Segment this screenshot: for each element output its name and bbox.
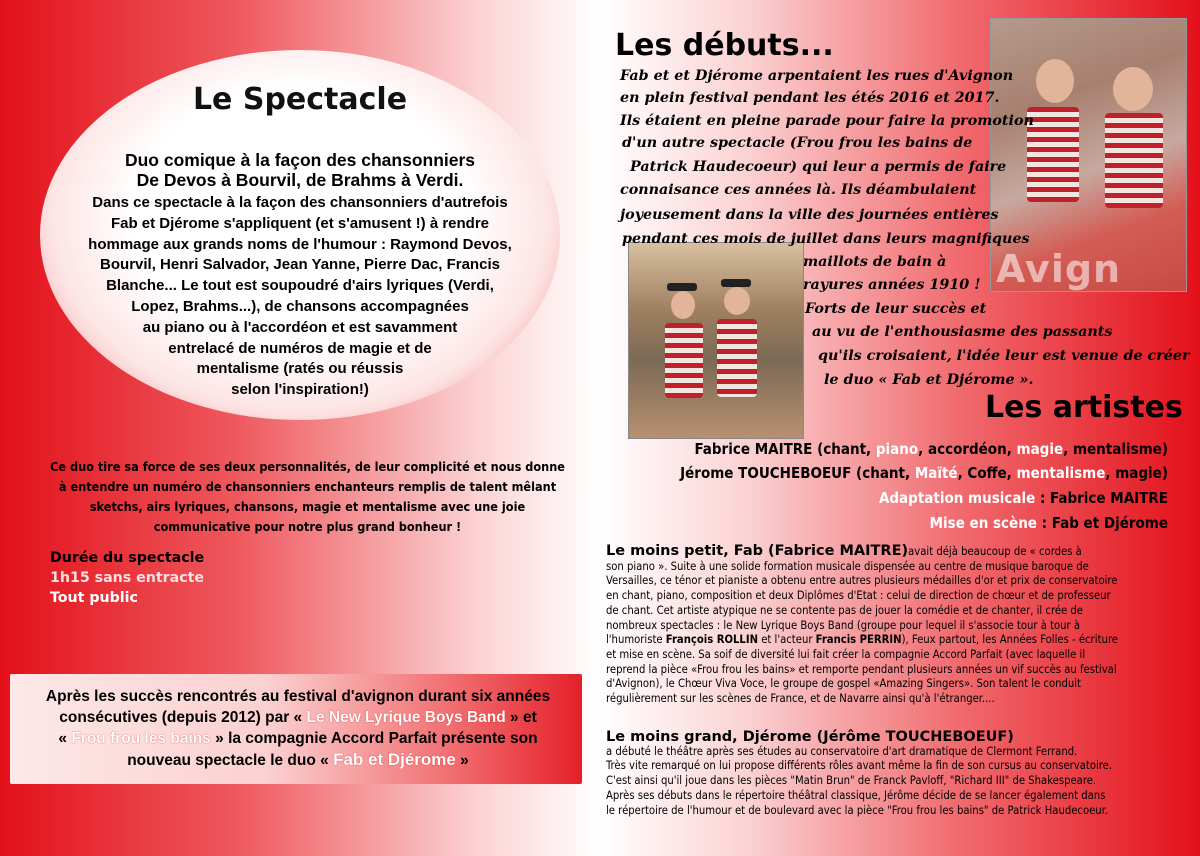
text-fragment: ), Feux partout, les Années Folles - écriture <box>901 633 1118 647</box>
debuts-line: d'un autre spectacle (Frou frou les bains de <box>622 135 973 151</box>
description-line: hommage aux grands noms de l'humour : Raymond Devos, <box>88 235 512 253</box>
description-line: mentalisme (ratés ou réussis <box>196 360 404 378</box>
bio-line <box>606 633 1186 648</box>
debuts-line: Forts de leur succès et <box>805 301 987 317</box>
credit-value: : Fabrice MAITRE <box>1035 489 1168 507</box>
duration-block <box>50 548 204 608</box>
artist-jerome <box>680 464 1168 482</box>
bio-first-line <box>606 544 1186 560</box>
text-fragment: et l'acteur <box>758 633 816 647</box>
artist-fabrice <box>694 440 1168 458</box>
force-line: Ce duo tire sa force de ses deux personnalités, de leur complicité et nous donne <box>50 459 565 474</box>
highlight-word: mentalisme <box>1016 464 1106 482</box>
text-fragment: , mentalisme) <box>1063 440 1168 458</box>
bio-line: Versailles, ce ténor et pianiste a obtenu entre autres plusieurs médailles d'or et prix de conservatoire <box>606 574 1118 588</box>
credit-value: : Fab et Djérome <box>1036 514 1168 532</box>
description-line: Fab et Djérome s'appliquent (et s'amusent !) à rendre <box>110 214 490 232</box>
debuts-line: au vu de l'enthousiasme des passants <box>812 324 1113 340</box>
success-line <box>14 707 582 728</box>
description-line: Blanche... Le tout est soupoudré d'airs lyriques (Verdi, <box>106 277 494 295</box>
credit-adaptation <box>879 489 1168 507</box>
debuts-line: rayures années 1910 ! <box>803 277 981 293</box>
debuts-title: Les débuts... <box>615 28 834 63</box>
bio-line: Très vite remarqué on lui propose différents rôles avant même la fin de son cursus au conservatoire. <box>606 759 1113 773</box>
text-fragment: , magie) <box>1105 464 1168 482</box>
text-fragment: consécutives (depuis 2012) par « <box>59 709 307 726</box>
description-line: Bourvil, Henri Salvador, Jean Yanne, Pierre Dac, Francis <box>100 256 500 274</box>
success-line <box>14 749 582 771</box>
bio-line: Après ses débuts dans le répertoire théâtral classique, Jérôme décide de se lancer également dans <box>606 788 1106 802</box>
text-fragment: » la compagnie Accord Parfait présente son <box>210 730 538 747</box>
debuts-line: maillots de bain à <box>803 254 947 270</box>
credit-mise-en-scene <box>930 514 1168 532</box>
bio-intro: avait déjà beaucoup de « cordes à <box>908 545 1082 558</box>
debuts-line: connaisance ces années là. Ils déambulaient <box>620 182 977 198</box>
description-line: Lopez, Brahms...), de chansons accompagnées <box>131 297 469 315</box>
highlight-word: Maïté <box>914 464 958 482</box>
debuts-line: Patrick Haudecoeur) qui leur a permis de faire <box>630 159 1007 175</box>
success-line: Après les succès rencontrés au festival d'avignon durant six années <box>45 688 551 705</box>
description-line: entrelacé de numéros de magie et de <box>168 339 432 357</box>
show-name-highlight: Frou frou les bains <box>71 730 211 747</box>
duo-photo-small <box>628 242 804 439</box>
bio-line: nombreux spectacles : le New Lyrique Boys Band (groupe pour lequel il s'associe tour à tour à <box>606 618 1081 632</box>
text-fragment: » et <box>505 709 537 726</box>
force-line: à entendre un numéro de chansonniers enchanteurs remplis de talent mêlant <box>58 479 557 494</box>
description-line: selon l'inspiration!) <box>231 381 369 399</box>
bio-heading: Le moins petit, Fab (Fabrice MAITRE) <box>606 543 909 559</box>
bio-line: de chant. Cet artiste atypique ne se contente pas de jouer la comédie et de chanter, il crée de <box>606 603 1084 617</box>
debuts-line: en plein festival pendant les étés 2016 et 2017. <box>620 90 1000 106</box>
text-fragment: » <box>455 752 469 769</box>
bold-name: François ROLLIN <box>665 633 759 647</box>
highlight-word: piano <box>875 440 919 458</box>
bio-line: son piano ». Suite à une solide formation musicale dispensée au centre de musique baroque de <box>606 559 1089 573</box>
spectacle-description <box>40 193 560 401</box>
spectacle-subtitle <box>40 150 560 190</box>
success-text <box>14 686 582 771</box>
bio-line: le répertoire de l'humour et de boulevard avec la pièce "Frou frou les bains" de Patrick Haudecoeur. <box>606 803 1108 817</box>
text-fragment: nouveau spectacle le duo « <box>127 752 334 769</box>
artistes-title: Les artistes <box>985 390 1183 425</box>
bio-line: C'est ainsi qu'il joue dans les pièces "Matin Brun" de Franck Pavloff, "Richard III" de Shakespeare. <box>606 774 1097 788</box>
bio-line: régulièrement sur les scènes de France, et de Navarre ainsi qu'à l'étranger.... <box>606 692 995 706</box>
bio-line: en chant, piano, composition et deux Diplômes d'Etat : celui de direction de chœur et de professeur <box>606 589 1111 603</box>
debuts-line: Ils étaient en pleine parade pour faire la promotion <box>620 113 1034 129</box>
force-paragraph <box>20 457 595 537</box>
success-line <box>14 728 582 749</box>
duration-value: 1h15 sans entracte <box>50 570 205 586</box>
bio-line: et mise en scène. Sa soif de diversité lui fait créer la compagnie Accord Parfait (avec laquelle il <box>606 647 1086 661</box>
bio-line: d'Avignon), le Chœur Viva Voce, le groupe de gospel «Amazing Singers». Son talent le conduit <box>606 677 1082 691</box>
description-line: Dans ce spectacle à la façon des chansonniers d'autrefois <box>92 194 508 211</box>
duo-photo-large <box>990 18 1187 292</box>
text-fragment: l'humoriste <box>606 633 666 647</box>
debuts-line: qu'ils croisaient, l'idée leur est venue de créer <box>818 348 1190 364</box>
highlight-word: magie <box>1016 440 1064 458</box>
bold-name: Francis PERRIN <box>815 633 902 647</box>
text-fragment: , Coffe, <box>957 464 1017 482</box>
text-fragment: Jérome TOUCHEBOEUF (chant, <box>680 464 915 482</box>
debuts-line: pendant ces mois de juillet dans leurs magnifiques <box>622 231 1030 247</box>
bio-fab <box>606 544 1186 707</box>
spectacle-title: Le Spectacle <box>192 82 408 117</box>
bio-heading: Le moins grand, Djérome (Jérôme TOUCHEBOEUF) <box>606 729 1014 745</box>
audience-label: Tout public <box>50 590 138 606</box>
debuts-line: joyeusement dans la ville des journées entières <box>620 207 999 223</box>
bio-line: reprend la pièce «Frou frou les bains» et remporte pendant plusieurs années un vif succès au festival <box>606 662 1117 676</box>
credit-label: Adaptation musicale <box>878 489 1036 507</box>
subtitle-line: De Devos à Bourvil, de Brahms à Verdi. <box>136 170 464 190</box>
text-fragment: Fabrice MAITRE (chant, <box>694 440 876 458</box>
description-line: au piano ou à l'accordéon et est savamment <box>142 318 458 336</box>
debuts-line: le duo « Fab et Djérome ». <box>824 372 1034 388</box>
bio-line: a débuté le théâtre après ses études au conservatoire d'art dramatique de Clermont Ferrand. <box>606 744 1078 758</box>
debuts-line: Fab et et Djérome arpentaient les rues d'Avignon <box>620 68 1014 84</box>
force-line: sketchs, airs lyriques, chansons, magie et mentalisme avec une joie <box>89 499 526 514</box>
credit-label: Mise en scène <box>929 514 1037 532</box>
photo-caption: Avign <box>996 247 1122 291</box>
force-line: communicative pour notre plus grand bonheur ! <box>153 519 462 534</box>
subtitle-line: Duo comique à la façon des chansonniers <box>124 150 476 170</box>
text-fragment: « <box>58 730 72 747</box>
text-fragment: , accordéon, <box>918 440 1017 458</box>
duration-label: Durée du spectacle <box>50 550 205 566</box>
bio-jerome <box>606 730 1186 818</box>
show-name-highlight: Le New Lyrique Boys Band <box>306 709 506 726</box>
show-name-highlight: Fab et Djérome <box>333 750 456 769</box>
